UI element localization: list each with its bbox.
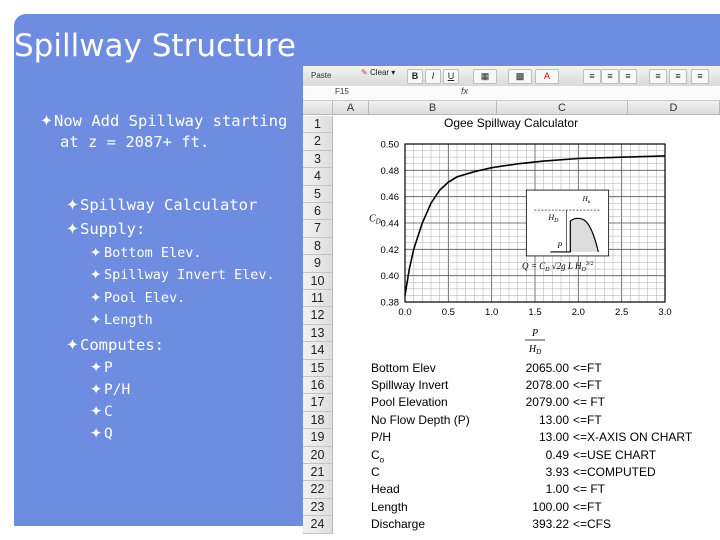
row-header[interactable]: 18 bbox=[303, 412, 333, 429]
bullet-item bbox=[90, 360, 113, 376]
row-header[interactable]: 10 bbox=[303, 273, 333, 290]
bullet-icon: ✦ bbox=[90, 360, 103, 376]
eraser-icon: ✎ bbox=[361, 68, 368, 77]
slide-title: Spillway Structure bbox=[14, 28, 296, 64]
bullet-text: Spillway Invert Elev. bbox=[104, 267, 275, 283]
slide-text-area bbox=[14, 96, 302, 526]
bullet-item bbox=[90, 382, 130, 398]
label-text: Bottom Elev bbox=[371, 360, 436, 375]
table-cell-value[interactable]: 2065.00 bbox=[525, 360, 569, 375]
fx-icon[interactable]: fx bbox=[461, 86, 469, 96]
y-tick-label: 0.46 bbox=[380, 192, 399, 204]
x-tick-label: 2.0 bbox=[571, 307, 585, 318]
row-header[interactable]: 8 bbox=[303, 238, 333, 255]
row-header[interactable]: 2 bbox=[303, 133, 333, 150]
row-header[interactable]: 4 bbox=[303, 168, 333, 185]
bullet-text: C bbox=[104, 404, 113, 420]
bullet-item bbox=[90, 245, 202, 261]
row-header[interactable]: 9 bbox=[303, 255, 333, 272]
table-cell-note[interactable]: <=CFS bbox=[573, 517, 612, 532]
row-header[interactable]: 16 bbox=[303, 377, 333, 394]
bullet-item bbox=[90, 426, 113, 442]
table-cell-note[interactable]: <= FT bbox=[573, 482, 606, 497]
table-cell-value[interactable]: 1.00 bbox=[545, 482, 569, 497]
table-cell-label[interactable] bbox=[371, 412, 470, 429]
bullet-icon: ✦ bbox=[40, 112, 53, 130]
table-cell-note[interactable]: <=FT bbox=[573, 412, 602, 427]
bullet-icon: ✦ bbox=[90, 290, 102, 306]
label-text: Discharge bbox=[371, 517, 426, 532]
x-tick-label: 0.5 bbox=[441, 307, 455, 318]
column-header-b[interactable]: B bbox=[369, 101, 497, 115]
table-cell-value[interactable]: 2079.00 bbox=[525, 395, 569, 410]
row-header[interactable]: 1 bbox=[303, 116, 333, 133]
bullet-text: Pool Elev. bbox=[104, 290, 186, 306]
spreadsheet-screenshot bbox=[303, 66, 720, 540]
bullet-text: Bottom Elev. bbox=[104, 245, 202, 261]
row-header[interactable]: 13 bbox=[303, 325, 333, 342]
formula-bar bbox=[303, 86, 720, 101]
merge-cells-icon[interactable]: ≡ bbox=[691, 69, 709, 84]
x-tick-label: 0.0 bbox=[398, 307, 412, 318]
y-tick-label: 0.42 bbox=[380, 244, 399, 256]
inset-label-hu: $H_u$ bbox=[582, 195, 591, 206]
table-cell-note[interactable]: <=X-AXIS ON CHART bbox=[573, 430, 693, 445]
row-header[interactable]: 24 bbox=[303, 516, 333, 533]
bullet-item bbox=[40, 112, 287, 130]
table-cell-note[interactable]: <=COMPUTED bbox=[573, 465, 656, 479]
x-tick-label: 1.5 bbox=[528, 307, 542, 318]
bullet-continuation: at z = 2087+ ft. bbox=[60, 133, 210, 151]
clear-label: Clear bbox=[369, 68, 390, 77]
bullet-text: Spillway Calculator bbox=[80, 196, 258, 214]
table-cell-value[interactable]: 13.00 bbox=[538, 430, 569, 445]
align-center-icon[interactable]: ≡ bbox=[601, 69, 619, 84]
calculator-title: Ogee Spillway Calculator bbox=[444, 116, 579, 130]
bullet-icon: ✦ bbox=[90, 245, 102, 261]
bullet-item bbox=[66, 220, 145, 238]
bullet-item bbox=[90, 404, 113, 420]
x-tick-label: 2.5 bbox=[615, 307, 629, 318]
font-color-button[interactable]: A bbox=[535, 69, 559, 84]
label-text: C bbox=[371, 465, 380, 479]
bullet-text: Q bbox=[104, 426, 113, 442]
table-cell-value[interactable]: 0.49 bbox=[545, 447, 569, 462]
row-header[interactable]: 20 bbox=[303, 447, 333, 464]
row-header[interactable]: 14 bbox=[303, 342, 333, 359]
table-cell-label[interactable] bbox=[371, 377, 448, 394]
table-cell-label[interactable] bbox=[371, 360, 436, 377]
bullet-item bbox=[90, 290, 185, 306]
borders-icon[interactable]: ▦ bbox=[473, 69, 497, 84]
fill-color-icon[interactable]: ▩ bbox=[508, 69, 532, 84]
bullet-icon: ✦ bbox=[66, 336, 79, 354]
column-header-c[interactable]: C bbox=[497, 101, 628, 115]
table-cell-note[interactable]: <= FT bbox=[573, 395, 606, 410]
column-header-a[interactable]: A bbox=[333, 101, 369, 115]
bullet-item bbox=[90, 267, 275, 283]
bullet-text: Supply: bbox=[80, 220, 146, 238]
table-cell-value[interactable]: 2078.00 bbox=[525, 378, 569, 392]
bold-button[interactable]: B bbox=[407, 69, 423, 84]
bullet-item bbox=[90, 312, 153, 328]
y-tick-label: 0.48 bbox=[380, 165, 399, 177]
row-header[interactable]: 3 bbox=[303, 151, 333, 168]
label-text: Spillway Invert bbox=[371, 378, 449, 392]
table-cell-label[interactable] bbox=[371, 429, 391, 446]
bullet-text: Now Add Spillway starting bbox=[54, 112, 288, 130]
bullet-icon: ✦ bbox=[90, 404, 103, 420]
table-cell-note[interactable]: <=USE CHART bbox=[573, 447, 657, 462]
y-tick-label: 0.50 bbox=[380, 139, 399, 151]
align-right-icon[interactable]: ≡ bbox=[619, 69, 637, 84]
table-cell-label[interactable] bbox=[371, 481, 400, 498]
x-axis-label-numerator: P bbox=[531, 328, 539, 339]
table-cell-note[interactable]: <=FT bbox=[573, 378, 602, 392]
row-header[interactable]: 17 bbox=[303, 394, 333, 411]
row-header[interactable]: 11 bbox=[303, 290, 333, 307]
chevron-down-icon: ▾ bbox=[391, 68, 396, 77]
cell-reference[interactable]: F15 bbox=[335, 87, 349, 96]
y-tick-label: 0.38 bbox=[380, 297, 399, 309]
clear-button[interactable] bbox=[361, 68, 395, 77]
y-tick-label: 0.40 bbox=[380, 271, 399, 283]
bullet-text: P bbox=[104, 360, 113, 376]
paste-button[interactable]: Paste bbox=[311, 71, 332, 80]
italic-button[interactable]: I bbox=[425, 69, 441, 84]
bullet-item bbox=[66, 336, 164, 354]
table-cell-label[interactable] bbox=[371, 464, 380, 481]
column-header-d[interactable]: D bbox=[628, 101, 720, 115]
bullet-icon: ✦ bbox=[90, 382, 103, 398]
bullet-icon: ✦ bbox=[90, 312, 102, 328]
discharge-formula: $Q = C_D$ √2g L $H_D^{3/2}$ bbox=[522, 261, 594, 274]
align-left-icon[interactable]: ≡ bbox=[583, 69, 601, 84]
ribbon-toolbar bbox=[303, 66, 720, 87]
row-header[interactable]: 23 bbox=[303, 499, 333, 516]
table-cell-note[interactable]: <=FT bbox=[573, 360, 602, 375]
x-tick-label: 1.0 bbox=[485, 307, 499, 318]
table-cell-value[interactable]: 393.22 bbox=[532, 517, 569, 532]
inset-label-p: P bbox=[557, 240, 563, 250]
bullet-text: P/H bbox=[104, 382, 131, 398]
table-cell-value[interactable]: 100.00 bbox=[532, 499, 569, 514]
y-tick-label: 0.44 bbox=[380, 218, 399, 230]
x-axis-label-denominator: $H_D$ bbox=[528, 344, 542, 356]
bullet-item bbox=[66, 196, 257, 214]
x-tick-label: 3.0 bbox=[658, 307, 672, 318]
table-cell-label[interactable] bbox=[371, 499, 408, 516]
indent-icon[interactable]: ≡ bbox=[649, 69, 667, 84]
row-header[interactable]: 19 bbox=[303, 429, 333, 446]
inset-label-hd: $H_D$ bbox=[548, 213, 559, 225]
label-text: No Flow Depth (P) bbox=[371, 412, 470, 427]
bullet-text: Computes: bbox=[80, 336, 164, 354]
row-header[interactable]: 12 bbox=[303, 307, 333, 324]
table-cell-label[interactable] bbox=[371, 394, 448, 411]
row-header[interactable]: 5 bbox=[303, 186, 333, 203]
label-text: P/H bbox=[371, 430, 392, 445]
table-cell-label[interactable] bbox=[371, 516, 425, 533]
bullet-icon: ✦ bbox=[66, 196, 79, 214]
bullet-text: Length bbox=[104, 312, 153, 328]
label-text: Length bbox=[371, 499, 408, 514]
row-header[interactable]: 6 bbox=[303, 203, 333, 220]
select-all-corner[interactable] bbox=[303, 101, 333, 115]
label-subscript: o bbox=[379, 454, 385, 464]
table-cell-note[interactable]: <=FT bbox=[573, 499, 602, 514]
row-header[interactable]: 21 bbox=[303, 464, 333, 481]
wrap-text-icon[interactable]: ≡ bbox=[669, 69, 687, 84]
table-cell-value[interactable]: 13.00 bbox=[538, 412, 569, 427]
bullet-icon: ✦ bbox=[90, 426, 103, 442]
row-header[interactable]: 22 bbox=[303, 481, 333, 498]
label-text: C bbox=[371, 447, 380, 462]
underline-button[interactable]: U bbox=[443, 69, 459, 84]
label-text: Head bbox=[371, 482, 400, 497]
y-axis-label: $C_D$ bbox=[369, 213, 381, 226]
row-header[interactable]: 7 bbox=[303, 220, 333, 237]
row-header[interactable]: 15 bbox=[303, 360, 333, 377]
bullet-icon: ✦ bbox=[90, 267, 102, 283]
bullet-icon: ✦ bbox=[66, 220, 79, 238]
table-cell-value[interactable]: 3.93 bbox=[545, 465, 569, 479]
label-text: Pool Elevation bbox=[371, 395, 448, 410]
